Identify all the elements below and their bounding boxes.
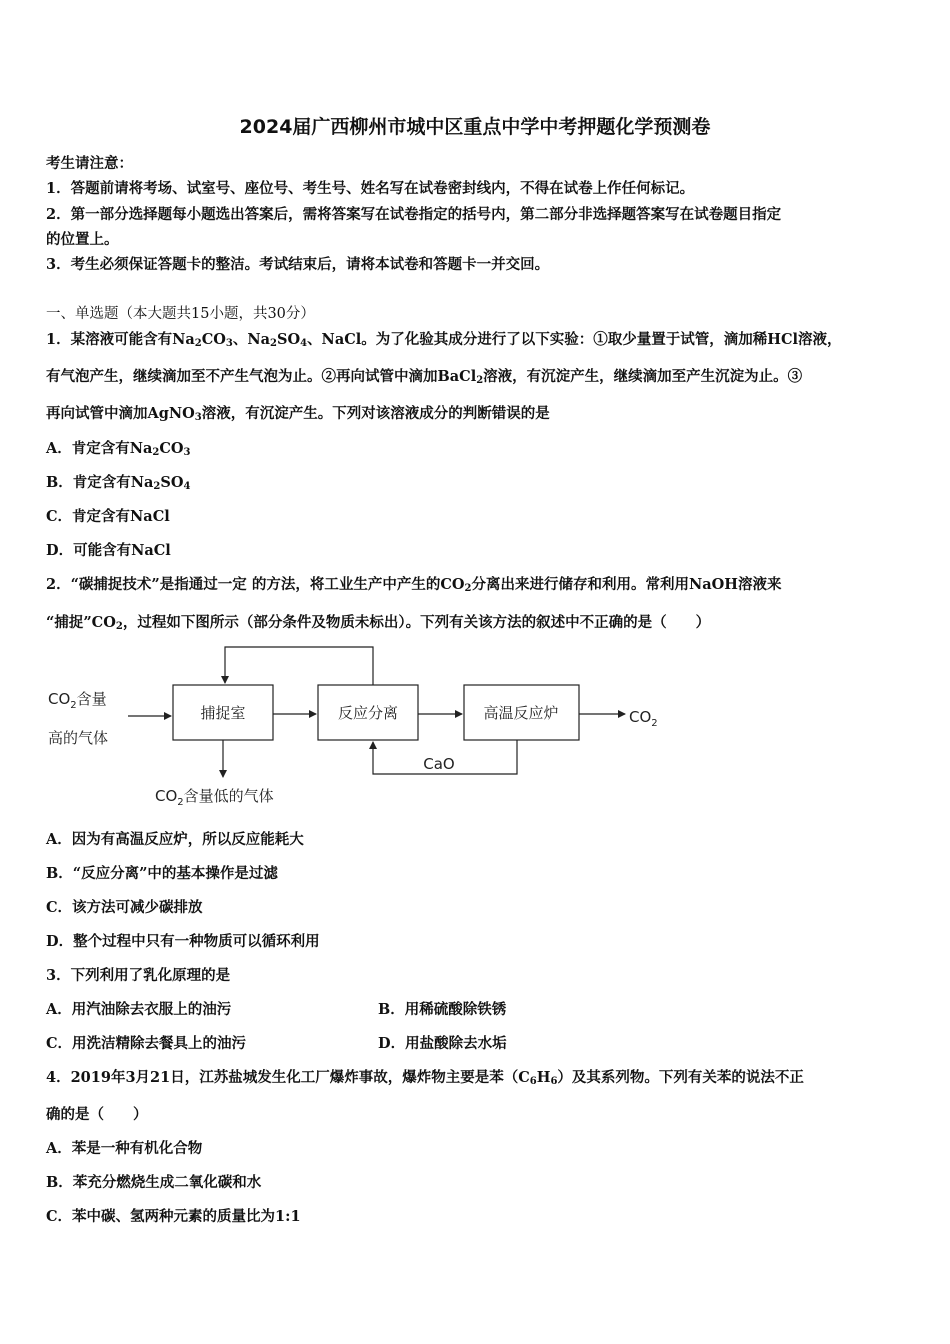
q2-stem-line1: 2．“碳捕捉技术”是指通过一定 的方法，将工业生产中产生的$CO_2$分离出来进行储存和利用。常利用NaOH溶液来 (46, 576, 782, 594)
notice-item-1: 1．答题前请将考场、试室号、座位号、考生号、姓名写在试卷密封线内，不得在试卷上作任何标记。 (46, 180, 695, 197)
q3-option-a: A．用汽油除去衣服上的油污 (46, 1001, 232, 1018)
q4-option-a: A．苯是一种有机化合物 (46, 1140, 203, 1157)
q3-option-b: B．用稀硫酸除铁锈 (378, 1001, 507, 1018)
q1-stem-line3: 再向试管中滴加AgNO$_3$溶液，有沉淀产生。下列对该溶液成分的判断错误的是 (46, 405, 550, 423)
loop-arrow-to-capture (225, 647, 373, 685)
diagram-bottom-label: $CO_2$含量低的气体 (155, 787, 274, 808)
q1-option-b: B．肯定含有$Na_2SO_4$ (46, 474, 191, 492)
q3-option-d: D．用盐酸除去水垢 (378, 1035, 507, 1052)
diagram-output-label: $CO_2$ (629, 708, 658, 729)
q4-option-b: B．苯充分燃烧生成二氧化碳和水 (46, 1174, 262, 1191)
q3-option-c: C．用洗洁精除去餐具上的油污 (46, 1035, 247, 1052)
q2-stem-line2: “捕捉$”CO_2$，过程如下图所示（部分条件及物质未标出）。下列有关该方法的叙述中不正确的是（ ） (46, 614, 711, 632)
notice-heading: 考生请注意： (46, 155, 133, 172)
q1-option-d: D．可能含有NaCl (46, 542, 171, 559)
carbon-capture-diagram (40, 642, 690, 817)
section-heading: 一、单选题（本大题共15小题，共30分） (46, 306, 315, 322)
capture-chamber-label: 捕捉室 (200, 704, 246, 722)
diagram-input-label-line1: $CO_2$含量 (48, 690, 107, 711)
q4-stem-line1: 4．2019年3月21日，江苏盐城发生化工厂爆炸事故，爆炸物主要是苯$(C_6H_6)$及其系列物。下列有关苯的说法不正 (46, 1069, 804, 1087)
reaction-separation-label: 反应分离 (337, 704, 399, 722)
q2-option-b: B．“反应分离”中的基本操作是过滤 (46, 865, 278, 882)
q3-stem: 3．下列利用了乳化原理的是 (46, 967, 231, 984)
q1-stem-line1: 1．某溶液可能含有$Na_2CO_3$、$Na_2SO_4$、NaCl。为了化验其成分进行了以下实验：①取少量置于试管，滴加稀HCl溶液， (46, 331, 842, 349)
high-temp-furnace-label: 高温反应炉 (483, 704, 559, 722)
q2-option-a: A．因为有高温反应炉，所以反应能耗大 (46, 831, 304, 848)
page-title: 2024届广西柳州市城中区重点中学中考押题化学预测卷 (239, 116, 711, 138)
q1-option-c: C．肯定含有NaCl (46, 508, 170, 525)
notice-item-3: 3．考生必须保证答题卡的整洁。考试结束后，请将本试卷和答题卡一并交回。 (46, 256, 550, 273)
cao-label: CaO (423, 755, 455, 773)
notice-item-2-cont: 的位置上。 (46, 231, 119, 248)
notice-item-2: 2．第一部分选择题每小题选出答案后，需将答案写在试卷指定的括号内，第二部分非选择题答案写在试卷题目指定 (46, 206, 782, 223)
q4-option-c: C．苯中碳、氢两种元素的质量比为1:1 (46, 1208, 301, 1225)
q2-option-d: D．整个过程中只有一种物质可以循环利用 (46, 933, 320, 950)
q1-option-a: A．肯定含有$Na_2CO_3$ (46, 440, 191, 458)
q2-option-c: C．该方法可减少碳排放 (46, 899, 203, 916)
diagram-input-label-line2: 高的气体 (48, 729, 109, 747)
q4-stem-line2: 确的是（ ） (46, 1106, 148, 1123)
q1-stem-line2: 有气泡产生，继续滴加至不产生气泡为止。②再向试管中滴加BaCl$_2$溶液，有沉淀产生，继续滴加至产生沉淀为止。③ (46, 368, 803, 386)
